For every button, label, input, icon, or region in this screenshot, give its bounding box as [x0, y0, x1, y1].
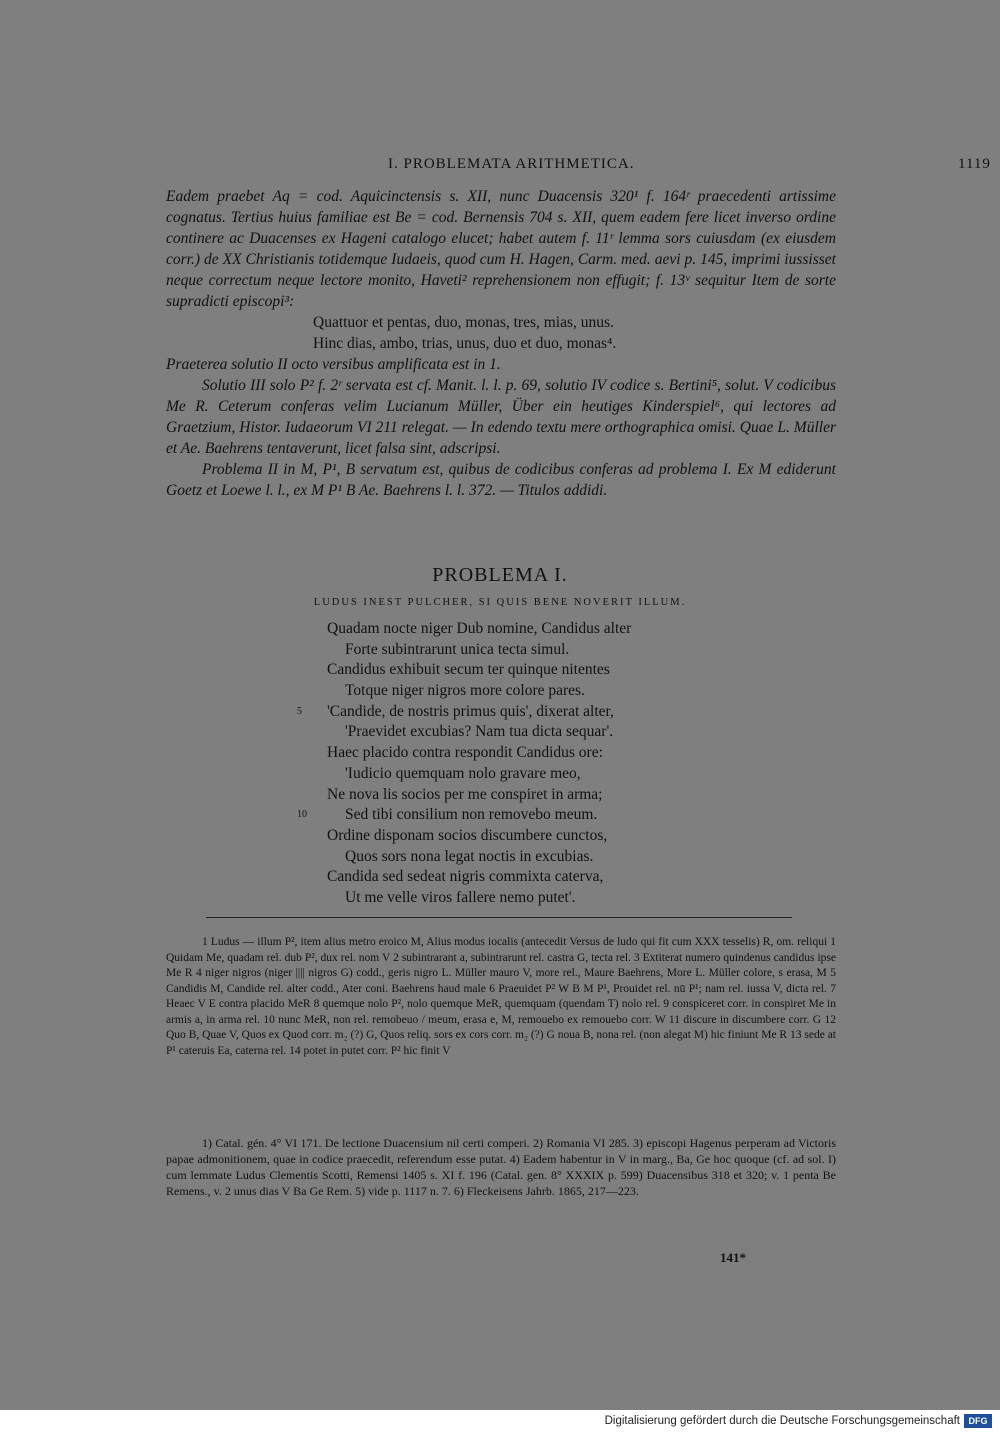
footer-bar	[0, 1410, 1000, 1434]
footnotes	[166, 1135, 836, 1199]
signature-mark: 141*	[720, 1250, 746, 1265]
poem-line: Candidus exhibuit secum ter quinque nitentes	[327, 661, 610, 679]
quoted-verses	[313, 312, 836, 354]
separator-rule	[206, 917, 792, 918]
poem-line-text: Sed tibi consilium non removebo meum.	[345, 806, 598, 824]
poem-line: Ordine disponam socios discumbere cunctos,	[327, 826, 608, 844]
poem-line: 'Iudicio quemquam nolo gravare meo,	[345, 764, 581, 782]
running-header	[0, 156, 1000, 178]
poem-line: Ut me velle viros fallere nemo putet'.	[345, 888, 576, 906]
poem-line	[297, 805, 747, 826]
header-title: I. PROBLEMATA ARITHMETICA.	[388, 156, 635, 172]
line-number: 10	[297, 809, 307, 821]
poem-line: Totque niger nigros more colore pares.	[345, 682, 585, 700]
introduction-text	[166, 186, 836, 501]
page-number: 1119	[958, 156, 991, 172]
poem-line: Quadam nocte niger Dub nomine, Candidus alter	[327, 620, 632, 637]
line-number: 5	[297, 705, 302, 717]
critical-apparatus	[166, 935, 836, 1059]
problem-heading: PROBLEMA I.	[432, 564, 568, 586]
dfg-logo-icon[interactable]: DFG	[964, 1414, 992, 1428]
footnotes-text: 1) Catal. gén. 4° VI 171. De lectione Duacensium nil certi comperi. 2) Romania VI 285. 3) episcopi Hagenus perperam ad Victoris papae admonitionem, quae in codice praecedit, referendum esse putat. 4) Eadem habentur in V in marg., Ba, Ge hoc quoque (cf. ad sol. I) cum lemmate Ludus Clementis Scotti, Remensi 1405 s. XI f. 196 (Catal. gen. 8° XXXIX p. 599) Duacensibus 318 et 320; v. 1 penta Be Remens., v. 2 unus dias V Ba Ge Rem. 5) vide p. 1117 n. 7. 6) Fleckeisens Jahrb. 1865, 217—223.	[166, 1136, 836, 1198]
poem-line	[297, 702, 747, 723]
apparatus-text: 1 Ludus — illum P², item alius metro eroico M, Alius modus iocalis (antecedit Versus de ludo qui fit cum XXX tesselis) R, om. reliqui 1 Quidam Me, quadam rel. dub P², dux rel. nom V 2 subintrarant a, subintrarunt rel. castra G, tecta rel. 3 Extiterat numero quindenus candidus ipse Me R 4 niger nigros (niger |||| nigros G) codd., geris nigro L. Müller mauro V, more rel., Maure Baehrens, More L. Müller colore, s erasa, M 5 Candidis M, Candide rel. alter codd., Ater coni. Baehrens haud male 6 Praeuidet P² W B M P¹, Prouidet rel. nū P¹; nam rel. iussa V, dicta rel. 7 Heaec V E contra placido MeR 8 quemque nolo P², nolo quemque MeR, quemquam (quendam T) nolo rel. 9 conspiceret corr. in conspiret Me in armis a, in arma rel. 10 nunc MeR, non rel. remobeuo / meum, erasa e, M, remouebo ex remouebo corr. W 11 discure in discumbere corr. G 12 Quo B, Quae V, Quos ex Quod corr. m₂ (?) G, Quos reliq. sors ex cors corr. m₂ (?) G noua B, nona rel. (non alegat M) hic finiunt Me R 13 sede at P¹ cateruis Ea, caterna rel. 14 potet in putet corr. P² hic finit V	[166, 936, 836, 1057]
poem-line: 'Praevidet excubias? Nam tua dicta sequar'.	[345, 723, 614, 741]
poem-line: Quos sors nona legat noctis in excubias.	[345, 847, 594, 865]
poem-line: Ne nova lis socios per me conspiret in arma;	[327, 785, 603, 803]
quoted-verse-1: Quattuor et pentas, duo, monas, tres, mias, unus.	[313, 314, 614, 331]
funding-notice[interactable]: Digitalisierung gefördert durch die Deutsche Forschungsgemeinschaft	[604, 1415, 960, 1427]
intro-paragraph-4: Problema II in M, P¹, B servatum est, quibus de codicibus conferas ad problema I. Ex M ediderunt Goetz et Loewe l. l., ex M P¹ B Ae. Baehrens l. l. 372. — Titulos addidi.	[166, 461, 836, 499]
poem-line: Candida sed sedeat nigris commixta caterva,	[327, 868, 604, 886]
intro-paragraph-3: Solutio III solo P² f. 2ʳ servata est cf. Manit. l. l. p. 69, solutio IV codice s. Bertini⁵, solut. V codicibus Me R. Ceterum conferas velim Lucianum Müller, Über ein heutiges Kinderspiel⁶, qui lectores ad Graetzium, Histor. Iudaeorum VI 211 relegat. — In edendo textu mere orthographica omisi. Quae L. Müller et Ae. Baehrens tentaverunt, licet falsa sint, adscripsi.	[166, 377, 836, 457]
poem-line: Forte subintrarunt unica tecta simul.	[345, 640, 570, 658]
poem-line: Haec placido contra respondit Candidus ore:	[327, 744, 603, 762]
intro-paragraph-1: Eadem praebet Aq = cod. Aquicinctensis s. XII, nunc Duacensis 320¹ f. 164ʳ praecedenti artissime cognatus. Tertius huius familiae est Be = cod. Bernensis 704 s. XII, quem eadem fere licet inverso ordine continere ac Duacenses ex Hageni catalogo elucet; habet autem f. 11ʳ lemma sors cuiusdam (ex eiusdem corr.) de XX Christianis totidemque Iudaeis, quod cum H. Hagen, Carm. med. aevi p. 145, imprimi iussisset neque correctum neque lectore monito, Haveti² reprehensionem non effugit; f. 13ᵛ sequitur Item de sorte supradicti episcopi³:	[166, 188, 836, 310]
poem-line-text: 'Candide, de nostris primus quis', dixerat alter,	[327, 702, 614, 720]
intro-paragraph-2: Praeterea solutio II octo versibus amplificata est in 1.	[166, 356, 501, 373]
poem	[297, 619, 747, 909]
quoted-verse-2: Hinc dias, ambo, trias, unus, duo et duo, monas⁴.	[313, 335, 617, 352]
problem-subtitle: LUDUS INEST PULCHER, SI QUIS BENE NOVERIT ILLUM.	[313, 597, 687, 608]
